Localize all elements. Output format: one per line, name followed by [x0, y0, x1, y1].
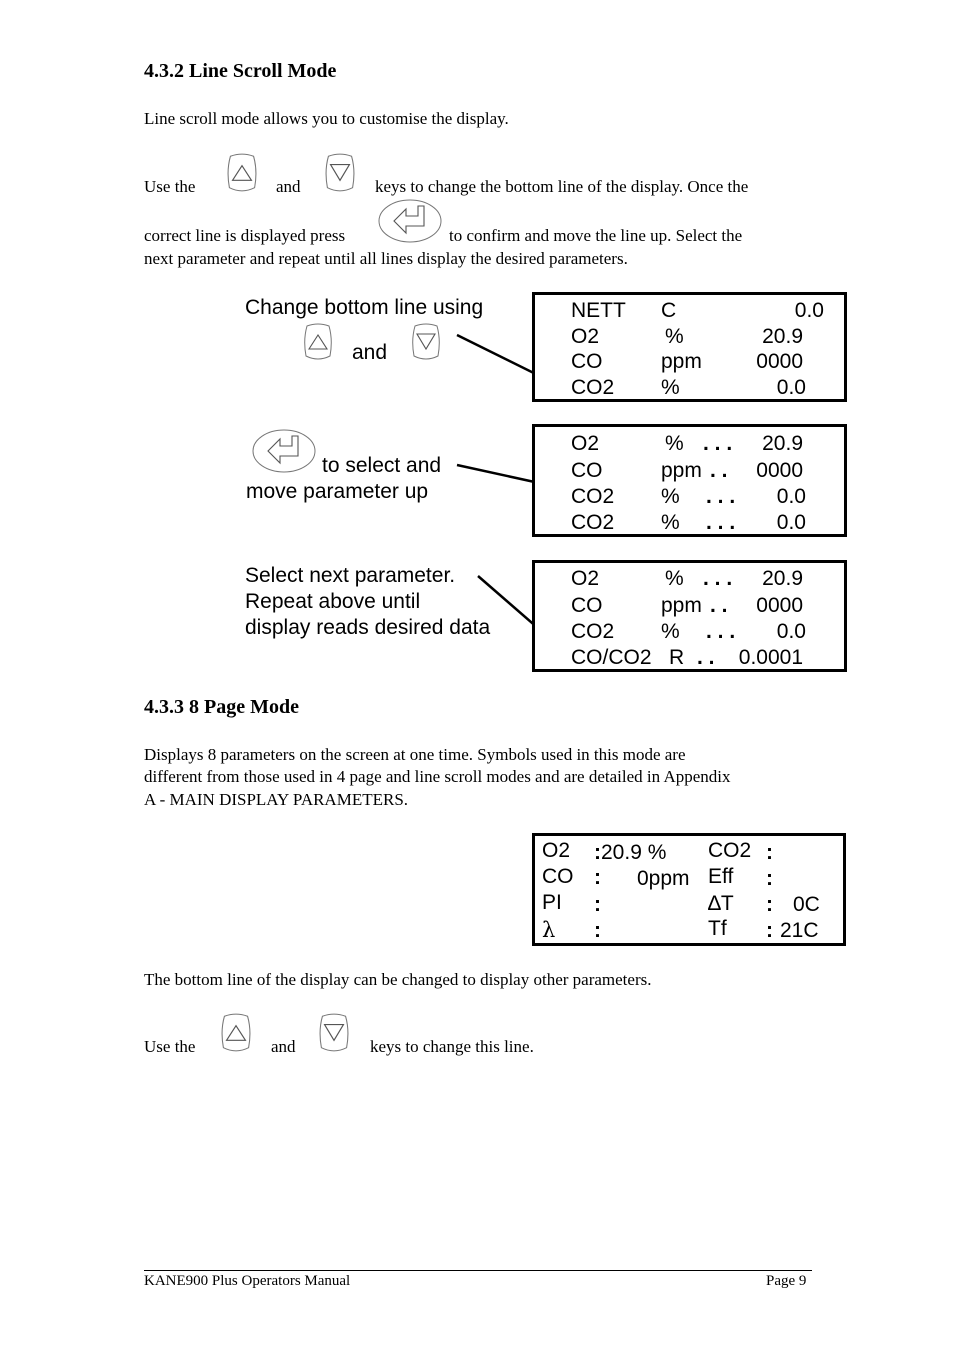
- param-value: 0.0001: [738, 646, 803, 669]
- param-name: NETT: [571, 299, 626, 322]
- param-unit: %: [665, 325, 684, 348]
- param-value: 0.0: [776, 511, 806, 534]
- param-colon: :: [766, 919, 773, 942]
- param-unit: %: [661, 620, 680, 643]
- param-name: ∆T: [708, 892, 734, 915]
- keys-text: keys to change this line.: [370, 1037, 534, 1056]
- display-panel-8-page: [532, 833, 846, 946]
- param-value: 0.0: [776, 376, 806, 399]
- footer-title: KANE900 Plus Operators Manual: [144, 1273, 351, 1289]
- param-unit: ppm: [661, 594, 702, 617]
- param-value: 20.9: [762, 432, 803, 455]
- label-display-reads: display reads desired data: [245, 616, 491, 639]
- param-value: 20.9 %: [601, 841, 667, 864]
- label-repeat-above: Repeat above until: [245, 590, 421, 613]
- param-name: CO2: [571, 620, 615, 643]
- keys-text: keys to change the bottom line of the display. Once the: [375, 177, 749, 196]
- up-arrow-key-icon: [215, 1012, 257, 1054]
- display-panel-2: [532, 424, 847, 537]
- paragraph-line: Displays 8 parameters on the screen at one time. Symbols used in this mode are: [144, 745, 686, 764]
- param-value: 21C: [780, 919, 819, 942]
- param-unit: ppm: [661, 350, 702, 373]
- paragraph-line: A - MAIN DISPLAY PARAMETERS.: [144, 790, 409, 809]
- param-value: 0000: [756, 594, 803, 617]
- param-name: CO: [571, 594, 603, 617]
- label-change-bottom-line: Change bottom line using: [245, 296, 484, 319]
- down-arrow-key-icon: [313, 1012, 355, 1054]
- param-dots: . . .: [706, 511, 736, 534]
- and-text: and: [271, 1037, 296, 1056]
- param-name: O2: [571, 567, 600, 590]
- bottom-line-text: The bottom line of the display can be changed to display other parameters.: [144, 970, 652, 989]
- label-and: and: [352, 341, 388, 364]
- param-name: O2: [571, 325, 600, 348]
- param-name: CO: [571, 350, 603, 373]
- param-name: λ: [542, 918, 556, 942]
- param-name: CO: [571, 459, 603, 482]
- param-value: 0000: [756, 459, 803, 482]
- param-dots: . .: [710, 594, 728, 617]
- param-value: 0.0: [794, 299, 824, 322]
- param-colon: :: [766, 841, 773, 864]
- param-unit: %: [661, 511, 680, 534]
- param-dots: . . .: [703, 567, 733, 590]
- param-name: CO/CO2: [571, 646, 652, 669]
- label-to-select: to select and: [322, 454, 442, 477]
- param-colon: :: [766, 867, 773, 890]
- param-name: CO2: [571, 485, 615, 508]
- param-unit: %: [665, 567, 684, 590]
- param-colon: :: [594, 919, 601, 942]
- param-value: 0.0: [776, 485, 806, 508]
- param-name: Tf: [708, 917, 727, 940]
- param-unit: %: [661, 376, 680, 399]
- param-name: CO: [542, 865, 574, 888]
- section-heading-8-page-mode: 4.3.3 8 Page Mode: [144, 696, 299, 718]
- param-value: 20.9: [762, 325, 803, 348]
- next-parameter-text: next parameter and repeat until all lines display the desired parameters.: [144, 249, 628, 268]
- param-name: Eff: [708, 865, 734, 888]
- param-name: CO2: [571, 511, 615, 534]
- label-select-next: Select next parameter.: [245, 564, 456, 587]
- param-value: 0.0: [776, 620, 806, 643]
- display-panel-3: [532, 560, 847, 672]
- param-dots: . .: [697, 646, 715, 669]
- footer-page-number: Page 9: [766, 1273, 807, 1289]
- param-unit: ppm: [661, 459, 702, 482]
- param-name: CO2: [708, 839, 752, 862]
- param-colon: :: [594, 841, 601, 864]
- param-dots: . . .: [703, 432, 733, 455]
- intro-text: Line scroll mode allows you to customise the display.: [144, 109, 509, 128]
- param-unit: %: [665, 432, 684, 455]
- footer-rule: [144, 1270, 812, 1271]
- param-unit: C: [661, 299, 677, 322]
- paragraph-line: different from those used in 4 page and line scroll modes and are detailed in Appendix: [144, 767, 731, 786]
- param-dots: . .: [710, 459, 728, 482]
- param-name: O2: [542, 839, 571, 862]
- param-value: 0000: [756, 350, 803, 373]
- param-name: CO2: [571, 376, 615, 399]
- param-unit: %: [661, 485, 680, 508]
- param-name: O2: [571, 432, 600, 455]
- param-value: 0ppm: [637, 867, 690, 890]
- param-unit: R: [669, 646, 685, 669]
- param-colon: :: [594, 866, 601, 889]
- use-the-text: Use the: [144, 1037, 196, 1056]
- param-colon: :: [594, 893, 601, 916]
- param-dots: . . .: [706, 620, 736, 643]
- and-text: and: [276, 177, 301, 196]
- label-move-parameter-up: move parameter up: [246, 480, 429, 503]
- display-panel-1: [532, 292, 847, 402]
- confirm-text: to confirm and move the line up. Select the: [449, 226, 743, 245]
- param-value: 0C: [793, 893, 820, 916]
- correct-line-text: correct line is displayed press: [144, 226, 346, 245]
- section-heading-line-scroll: 4.3.2 Line Scroll Mode: [144, 60, 337, 82]
- use-the-text: Use the: [144, 177, 196, 196]
- param-dots: . . .: [706, 485, 736, 508]
- param-name: PI: [542, 891, 562, 914]
- param-colon: :: [766, 893, 773, 916]
- param-value: 20.9: [762, 567, 803, 590]
